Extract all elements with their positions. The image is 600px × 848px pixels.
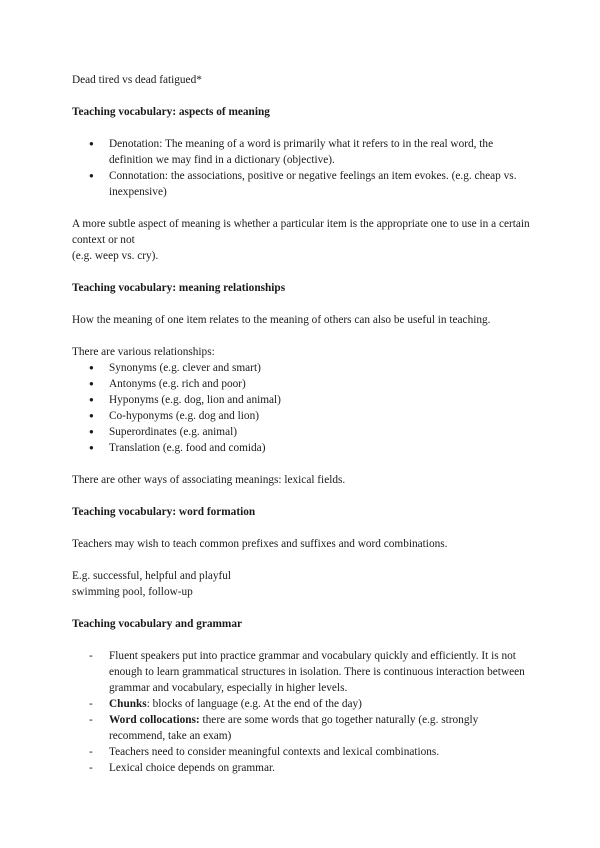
subtle-aspect-example: (e.g. weep vs. cry).	[72, 250, 159, 262]
lexical-fields-line: There are other ways of associating meanings: lexical fields.	[72, 474, 346, 486]
dash-icon: -	[89, 650, 93, 662]
relationships-intro: There are various relationships:	[72, 346, 215, 358]
list-item: ● Antonyms (e.g. rich and poor)	[89, 378, 246, 390]
list-item: - Lexical choice depends on grammar.	[89, 762, 275, 774]
collocations-term: Word collocations:	[109, 714, 200, 726]
intro-line: Dead tired vs dead fatigued*	[72, 74, 202, 86]
dash-icon: -	[89, 746, 93, 758]
heading-meaning-relationships: Teaching vocabulary: meaning relationships	[72, 282, 286, 294]
list-item: ● Hyponyms (e.g. dog, lion and animal)	[89, 394, 281, 406]
relationships-paragraph: How the meaning of one item relates to the meaning of others can also be useful in teaching.	[72, 314, 491, 326]
bullet-icon: ●	[89, 395, 94, 404]
heading-aspects-of-meaning: Teaching vocabulary: aspects of meaning	[72, 106, 270, 118]
subtle-aspect-paragraph: A more subtle aspect of meaning is whether a particular item is the appropriate one to use in a certain context or not	[72, 218, 530, 246]
list-item: - Teachers need to consider meaningful contexts and lexical combinations.	[89, 746, 440, 758]
list-item: ● Denotation: The meaning of a word is primarily what it refers to in the real word, the definition we may find in a dictionary (objective).	[89, 138, 494, 166]
list-item: - Chunks: blocks of language (e.g. At the end of the day)	[89, 698, 362, 710]
list-item: ● Synonyms (e.g. clever and smart)	[89, 362, 261, 374]
chunks-term: Chunks	[109, 698, 147, 710]
bullet-icon: ●	[89, 411, 94, 420]
bullet-icon: ●	[89, 427, 94, 436]
list-item: ● Superordinates (e.g. animal)	[89, 426, 237, 438]
grammar-list	[72, 648, 534, 776]
bullet-icon: ●	[89, 171, 94, 180]
list-item: ● Connotation: the associations, positive or negative feelings an item evokes. (e.g. cheap vs. inexpensive)	[89, 170, 517, 198]
aspects-list	[72, 136, 532, 200]
dash-icon: -	[89, 698, 93, 710]
list-item: - Fluent speakers put into practice grammar and vocabulary quickly and efficiently. It is not enough to learn grammatical structures in isolation. There is continuous interaction between grammar and vocabulary, especially in higher levels.	[89, 650, 525, 694]
bullet-icon: ●	[89, 443, 94, 452]
dash-icon: -	[89, 762, 93, 774]
word-formation-paragraph: Teachers may wish to teach common prefixes and suffixes and word combinations.	[72, 538, 448, 550]
relationships-list	[72, 360, 532, 456]
word-formation-example-2: swimming pool, follow-up	[72, 586, 193, 598]
list-item: ● Co-hyponyms (e.g. dog and lion)	[89, 410, 259, 422]
list-item: - Word collocations: there are some words that go together naturally (e.g. strongly recommend, take an exam)	[89, 714, 479, 742]
heading-vocabulary-and-grammar: Teaching vocabulary and grammar	[72, 618, 242, 630]
dash-icon: -	[89, 714, 93, 726]
word-formation-example-1: E.g. successful, helpful and playful	[72, 570, 232, 582]
heading-word-formation: Teaching vocabulary: word formation	[72, 506, 256, 518]
bullet-icon: ●	[89, 139, 94, 148]
bullet-icon: ●	[89, 379, 94, 388]
bullet-icon: ●	[89, 363, 94, 372]
list-item: ● Translation (e.g. food and comida)	[89, 442, 266, 454]
